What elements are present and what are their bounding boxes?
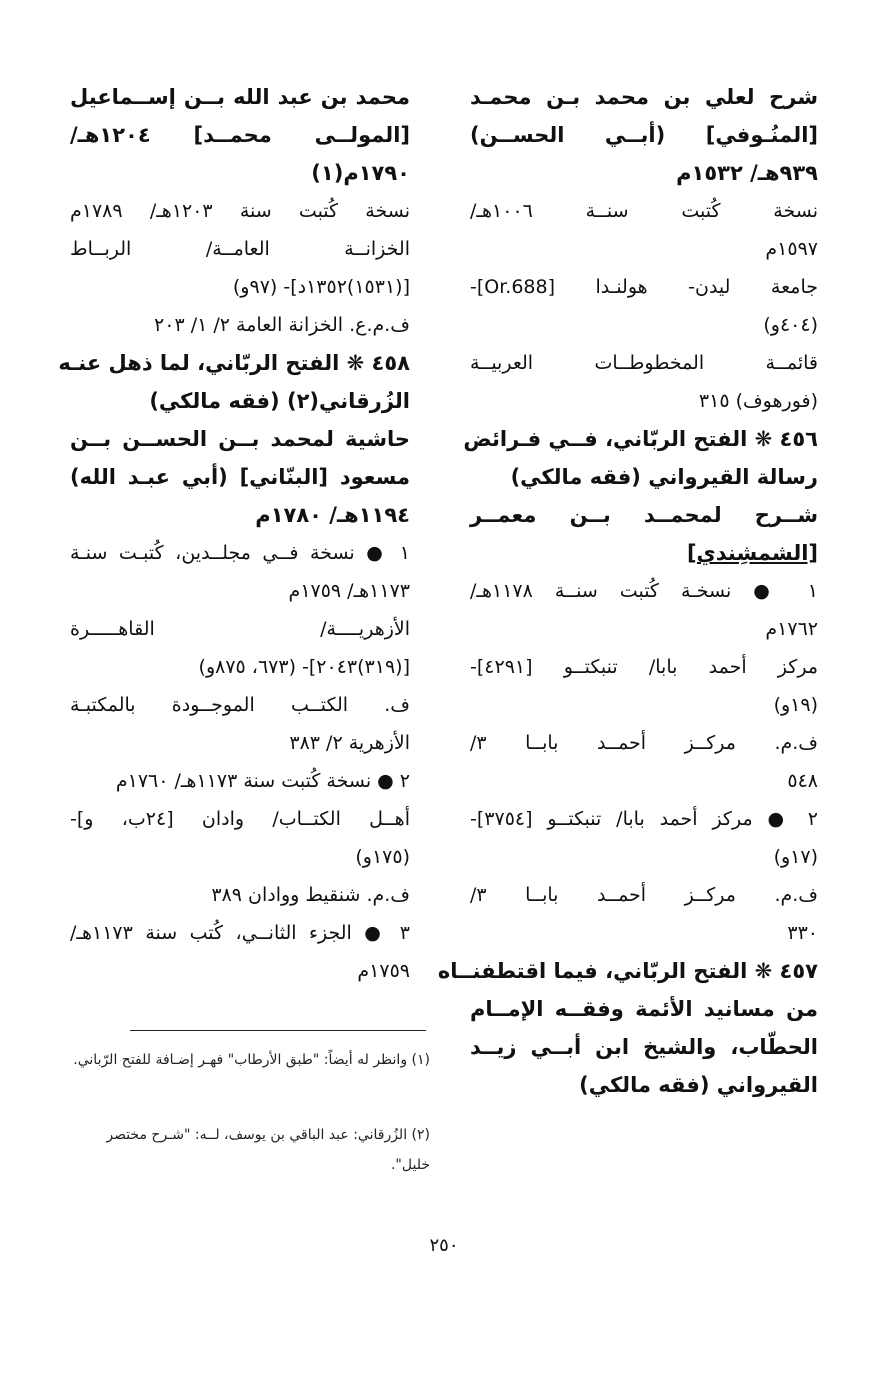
entry-line: أهــل الكتــاب/ وادان [٢٤ب، و]- <box>70 808 410 830</box>
entry-line: ٣٣٠ <box>787 922 818 944</box>
entry-line: ١ ● نسخة فــي مجلــدين، كُتبـت سنـة <box>70 542 410 564</box>
entry-line: ف.م. مركــز أحمــد بابــا ٣/ <box>470 884 818 906</box>
entry-line: محمد بن عبد الله بــن إســماعيل <box>70 85 410 109</box>
entry-heading: الزُرقاني(٢) (فقه مالكي) <box>149 389 410 413</box>
entry-heading: من مسانيد الأئمة وفقــه الإمــام <box>470 997 818 1021</box>
page-number: ٢٥٠ <box>429 1235 459 1256</box>
entry-line: نسخة كُتبت سنــة ١٠٠٦هـ/ <box>470 200 818 222</box>
entry-line: [الشمشِندي] <box>686 541 818 565</box>
entry-line: (١٧و) <box>773 846 818 868</box>
entry-line: نسخة كُتبت سنة ١٢٠٣هـ/ ١٧٨٩م <box>70 200 410 222</box>
footnote-separator <box>130 1030 426 1031</box>
entry-line: (١٩و) <box>773 694 818 716</box>
entry-line: حاشية لمحمد بــن الحســن بــن <box>70 427 410 451</box>
entry-heading: القيرواني (فقه مالكي) <box>579 1073 818 1097</box>
entry-line: شــرح لمحمــد بــن معمــر <box>470 503 818 527</box>
entry-line: الأزهرية ٢/ ٣٨٣ <box>289 732 410 754</box>
entry-line: ١١٩٤هـ/ ١٧٨٠م <box>255 503 410 527</box>
entry-line: ٩٣٩هـ/ ١٥٣٢م <box>676 161 818 185</box>
entry-line: ف.م. مركــز أحمــد بابــا ٣/ <box>470 732 818 754</box>
footnote-2: (٢) الزُرقاني: عبد الباقي بن يوسف، لــه: "شـرح مختصر خليل". <box>106 1127 430 1173</box>
entry-line: ١١٧٣هـ/ ١٧٥٩م <box>288 580 410 602</box>
entry-line: [المولــى محمــد] ١٢٠٤هـ/ <box>70 123 410 147</box>
entry-line: (٤٠٤و) <box>763 314 818 336</box>
entry-line: مركز أحمد بابا/ تنبكتــو [٤٢٩١]- <box>470 656 818 678</box>
entry-heading: ٤٥٨ ❋ الفتح الربّاني، لما ذهل عنـه <box>58 351 410 375</box>
entry-line: شرح لعلي بن محمد بـن محمـد <box>470 85 818 109</box>
entry-heading: ٤٥٦ ❋ الفتح الربّاني، فــي فـرائض <box>463 427 818 451</box>
entry-line: ٢ ● نسخة كُتبت سنة ١١٧٣هـ/ ١٧٦٠م <box>115 770 410 792</box>
entry-line: ف. الكتــب الموجــودة بالمكتبـة <box>70 694 410 716</box>
entry-line: ١ ● نسخـة كُتبت سنــة ١١٧٨هـ/ <box>470 580 818 602</box>
entry-line: ١٧٦٢م <box>765 618 818 640</box>
entry-line: ١٧٥٩م <box>357 960 410 982</box>
footnote-1: (١) وانظر له أيضاً: "طبق الأرطاب" فهـر إضـافة للفتح الرّباني. <box>73 1052 430 1068</box>
entry-line: ١٧٩٠م(١) <box>311 161 410 185</box>
entry-line: [المنُـوفي] (أبــي الحســن) <box>470 123 818 147</box>
left-column <box>58 78 410 990</box>
entry-line: جامعة ليدن- هولنـدا [Or.688]- <box>470 276 818 298</box>
entry-line: ٣ ● الجزء الثانــي، كُتب سنة ١١٧٣هـ/ <box>70 922 410 944</box>
right-column <box>437 78 818 1104</box>
entry-line: (فورهوف) ٣١٥ <box>698 390 818 412</box>
entry-line: الأزهريــــة/ القاهـــــرة <box>70 618 410 640</box>
entry-line: ٢ ● مركز أحمد بابا/ تنبكتــو [٣٧٥٤]- <box>470 808 818 830</box>
entry-line: قائمــة المخطوطــات العربيــة <box>470 352 818 374</box>
entry-line: مسعود [البنّاني] (أبي عبـد الله) <box>70 465 410 489</box>
entry-line: [(١٥٣١)١٣٥٢د]- (٩٧و) <box>232 276 410 298</box>
entry-line: ١٥٩٧م <box>765 238 818 260</box>
entry-line: [(٣١٩)٢٠٤٣]- (٦٧٣، ٨٧٥و) <box>198 656 410 678</box>
entry-line: ف.م.ع. الخزانة العامة ٢/ ١/ ٢٠٣ <box>154 314 410 336</box>
entry-line: الخزانــة العامــة/ الربــاط <box>70 238 410 260</box>
entry-heading: رسالة القيرواني (فقه مالكي) <box>510 465 818 489</box>
entry-heading: الحطّاب، والشيخ ابن أبــي زيــد <box>470 1035 818 1059</box>
entry-line: (١٧٥و) <box>355 846 410 868</box>
entry-line: ف.م. شنقيط ووادان ٣٨٩ <box>211 884 410 906</box>
entry-heading: ٤٥٧ ❋ الفتح الربّاني، فيما اقتطفنــاه <box>437 959 818 983</box>
entry-line: ٥٤٨ <box>787 770 818 792</box>
